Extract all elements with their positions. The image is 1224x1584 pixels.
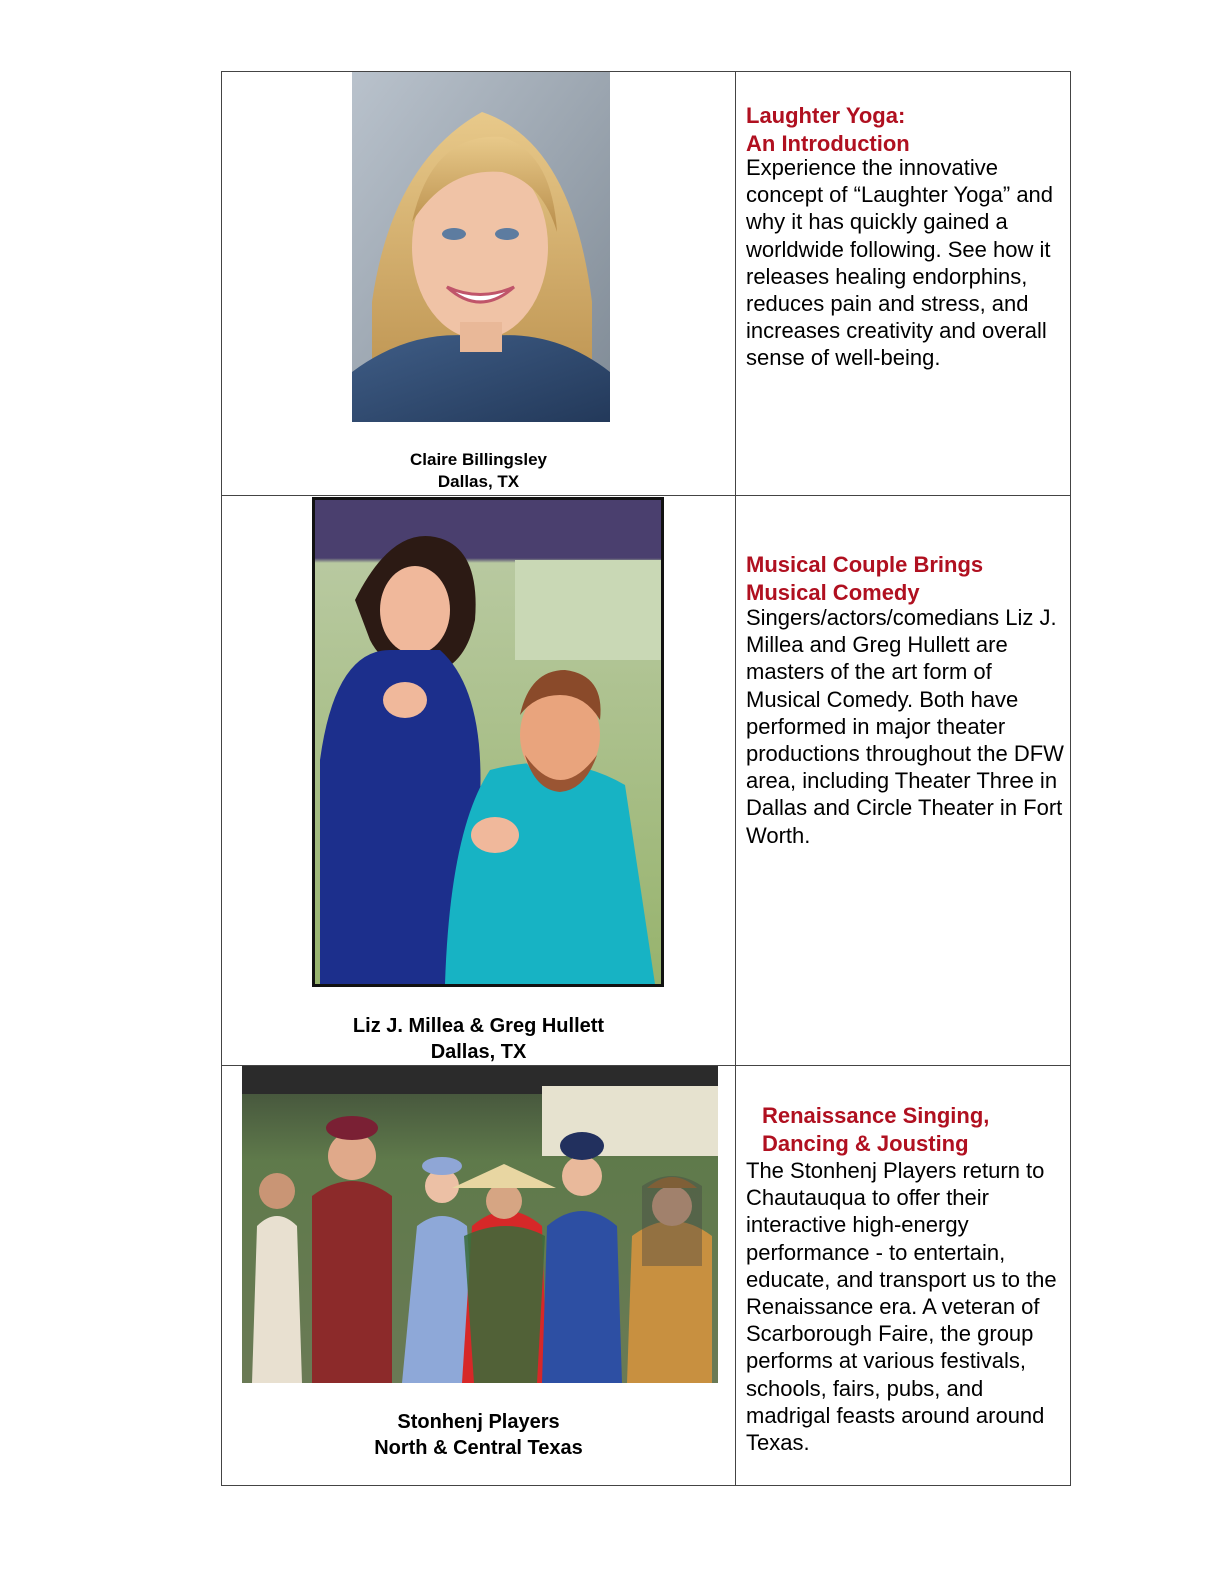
performer-name: Claire Billingsley [410,450,547,469]
session-title-line: Musical Comedy [746,580,920,605]
performer-name: Liz J. Millea & Greg Hullett [352,1015,605,1037]
performer-caption [222,449,735,493]
session-title-line: Laughter Yoga: [746,103,906,128]
performer-location: Dallas, TX [437,472,520,492]
performer-location: Dallas, TX [430,1041,527,1063]
program-row [222,496,1071,1066]
performer-name: Stonhenj Players [397,1411,560,1433]
performer-cell [222,1066,736,1485]
session-title [762,1102,1082,1158]
performer-cell [222,72,736,495]
performer-caption [222,1013,735,1065]
session-title-line: Dancing & Jousting [762,1131,969,1156]
session-title-line: Renaissance Singing, [762,1103,990,1128]
performer-caption [222,1409,735,1461]
session-title-line: Musical Couple Brings [746,552,984,577]
performer-photo [352,72,610,422]
session-cell [736,72,1071,495]
performer-photo [242,1066,718,1383]
performer-location: North & Central Texas [374,1437,583,1459]
session-description: Experience the innovative concept of “Laughter Yoga” and why it has quickly gained a worldwide following. See how it releases healing endorphins, reduces pain and stress, and increases creativity and overall sense of well-being. [746,155,1054,371]
session-description: The Stonhenj Players return to Chautauqua to offer their interactive high-energy performance - to entertain, educate, and transport us to the Renaissance era. A veteran of Scarborough Faire, the group performs at various festivals, schools, fairs, pubs, and madrigal feasts around around Texas. [746,1158,1057,1456]
session-title [746,551,1066,607]
performer-cell [222,496,736,1065]
program-row [222,72,1071,496]
session-description: Singers/actors/comedians Liz J. Millea and Greg Hullett are masters of the art form of Musical Comedy. Both have performed in major theater productions throughout the DFW area, including Theater Three in Dallas and Circle Theater in Fort Worth. [746,605,1064,848]
performer-photo [312,497,664,987]
session-cell [736,496,1071,1065]
session-cell [736,1066,1071,1485]
program-table [221,71,1071,1486]
session-title-line: An Introduction [746,131,910,156]
program-row [222,1066,1071,1486]
session-title [746,102,1066,158]
